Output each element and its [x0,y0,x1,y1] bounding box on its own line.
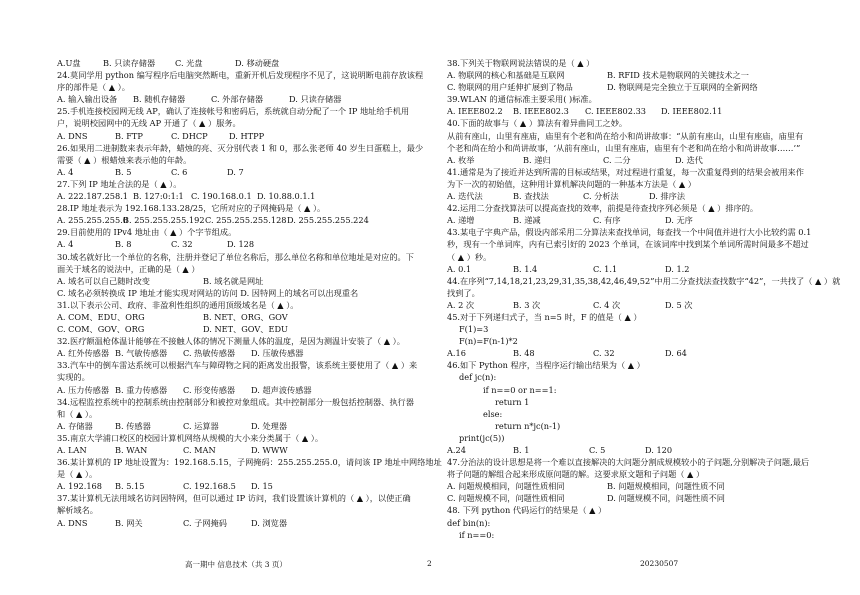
answer-option: B. 网关 [115,517,143,528]
text-line: 实现的。 [57,372,90,383]
answer-option: D. 问题规模不同，问题性质不同 [607,493,725,504]
answer-option: A. 红外传感器 [57,348,110,359]
answer-option: C. 1.1 [593,263,618,274]
text-line: 44.在序列“7,14,18,21,23,29,31,35,38,42,46,49,52”中用二分查找法查找数字“42”，一共找了（ ▲ ）就 [447,275,841,286]
answer-options-row [447,214,827,226]
answer-option: A. 递增 [447,215,475,226]
footer-page-number: 2 [427,559,432,568]
answer-options-row [57,323,437,335]
text-line: 43.某电子字典产品，假设内部采用二分算法来查找单词，每查找一个中间值并进行大小比较约需 0.1 [447,227,812,238]
answer-option: D. 处理器 [251,420,288,431]
answer-option: D. 15 [251,481,273,492]
answer-option: C. 物联网的用户延伸扩展到了物品 [447,82,573,93]
answer-option: C. 形变传感器 [183,384,236,395]
answer-option: D. 1.2 [665,263,690,274]
text-line: 28.IP 地址表示为 192.168.133.28/25，它所对应的子网掩码是（ ▲ ）。 [57,203,326,214]
answer-options-row [447,444,827,456]
answer-option: A. IEEE802.2 [447,106,503,117]
text-line: 30.域名就好比一个单位的名称，注册并登记了单位名称后，那么单位名称和单位地址是对应的。下 [57,251,414,262]
answer-options-row [447,105,827,117]
answer-options-row [447,81,827,93]
text-line: 25.手机连接校园网无线 AP，确认了连接帐号和密码后，系统就自动分配了一个 IP 地址给手机用 [57,106,410,117]
code-line: if n==0: [459,529,495,540]
answer-options-row [447,492,827,504]
text-line: 46.如下 Python 程序，当程序运行输出结果为（ ▲ ） [447,360,645,371]
answer-options-row [57,238,437,250]
code-line: if n==0 or n==1: [483,384,557,395]
answer-option: A. 192.168 [57,481,102,492]
answer-option: C. COM、GOV、ORG [57,324,145,335]
answer-option: C. IEEE802.33 [585,106,646,117]
text-line: 为下一次的初始值，这种用计算机解决问题的一种基本方法是（ ▲ ） [447,178,696,189]
text-line: 24.莫同学用 python 编写程序后电脑突然断电，重新开机后发现程序不见了，这说明断电前存放该程 [57,70,424,81]
text-line: 33.汽车中的倒车雷达系统可以根据汽车与障碍物之间的距离发出报警，该系统主要使用了（ ▲ ）来 [57,360,418,371]
answer-options-row [447,263,827,275]
answer-option: A. 压力传感器 [57,384,110,395]
text-line: 47.分治法的设计思想是将一个难以直接解决的大问题分割成规模较小的子问题,分别解决子问题,最后 [447,457,810,468]
answer-option: B. 查找法 [513,191,549,202]
answer-option: B. FTP [115,130,143,141]
answer-options-row [57,166,437,178]
answer-option: D. 64 [665,348,687,359]
code-line: F(n)=F(n-1)*2 [459,336,518,347]
text-line: 37.某计算机无法用域名访问因特网，但可以通过 IP 访问，我们设置该计算机的（ ▲ ），以使正确 [57,493,411,504]
answer-option: A. DNS [57,517,88,528]
text-line: 个老和尚在给小和尚讲故事，‘从前有座山，山里有座庙，庙里有个老和尚在给小和尚讲故事……’” [447,142,801,153]
answer-option: D. 超声波传感器 [251,384,312,395]
answer-options-row [57,444,437,456]
code-line: return n*jc(n-1) [495,420,561,431]
text-line: 38.下列关于物联网说法错误的是（ ▲ ） [447,58,595,68]
answer-option: D. 128 [227,239,255,250]
answer-option: B. 传感器 [115,420,151,431]
answer-option: A. 问题规模相同，问题性质相同 [447,481,565,492]
answer-option: A. 存储器 [57,420,93,431]
answer-option: B. 1 [513,445,530,455]
answer-option: C. 子网掩码 [183,517,227,528]
answer-option: C. 分析法 [583,191,619,202]
answer-option: B. 5.15 [115,481,145,492]
answer-option: C. 190.168.0.1 [191,191,252,202]
text-line: C. 域名必须转换成 IP 地址才能实现对网站的访问 D. 因特网上的域名可以出现重名 [57,287,359,298]
answer-option: B. 气敏传感器 [115,348,168,359]
text-line: （ ▲ ）秒。 [447,251,492,262]
answer-option: A. 输入输出设备 [57,94,118,105]
answer-option: C. 外部存储器 [211,94,264,105]
answer-option: C. 5 [589,445,606,455]
text-line: 48. 下列 python 代码运行的结果是（ ▲ ） [447,505,607,516]
answer-option: B. 8 [115,239,132,250]
answer-option: B. 递减 [513,215,541,226]
text-line: 26.如果用二进制数来表示年龄，蜡烛的亮、灭分别代表 1 和 0，那么张老师 40 岁生日蛋糕上，最少 [57,142,424,153]
answer-option: D. 移动硬盘 [235,58,280,68]
answer-option: D. 压敏传感器 [251,348,304,359]
text-line: 29.目前使用的 IPv4 地址由（ ▲ ）个字节组成。 [57,227,237,238]
answer-options-row [57,420,437,432]
answer-option: B. IEEE802.3 [513,106,569,117]
answer-option: D. HTPP [229,130,265,141]
answer-option: B. 问题规模相同，问题性质不同 [607,481,725,492]
footer-date-code: 20230507 [640,559,679,568]
answer-option: A. DNS [57,130,88,141]
answer-option: B. NET、ORG、GOV [203,311,288,322]
answer-option: C. 有序 [593,215,621,226]
code-line: def jc(n): [459,372,497,383]
answer-option: B. 255.255.255.192 [123,215,205,226]
answer-option: B. 递归 [523,154,551,165]
footer-exam-title: 高一期中 信息技术（共 3 页） [185,560,287,569]
answer-option: D. 迭代 [675,154,703,165]
text-line: 户，说明校园网中的无线 AP 开通了（ ▲ ）服务。 [57,118,241,129]
answer-option: A. 4 [57,166,74,177]
answer-option: A.U盘 [57,58,81,68]
answer-options-row [57,214,437,226]
answer-option: A. 0.1 [447,263,472,274]
text-line: 34.远程监控系统中的控制系统由控制部分和被控对象组成。其中控制部分一般包括控制器、执行器 [57,396,414,407]
answer-option: D. 255.255.255.224 [287,215,369,226]
answer-option: B. 3 次 [513,299,541,310]
answer-option: B. 5 [115,166,132,177]
answer-options-row [57,130,437,142]
answer-options-row [57,190,437,202]
text-line: 35.南京大学浦口校区的校园计算机网络从规模的大小来分类属于（ ▲ ）。 [57,432,324,443]
answer-option: C. 热敏传感器 [183,348,236,359]
code-line: F(1)=3 [459,324,489,335]
text-line: 和（ ▲ ）。 [57,408,98,419]
text-line: 27.下列 IP 地址合法的是（ ▲ ）。 [57,178,182,189]
answer-option: D. 7 [227,166,244,177]
text-line: 将子问题的解组合起来形成原问题的解。这要求原文题和子问题（ ▲ ） [447,469,705,480]
answer-option: D. 120 [645,445,673,455]
right-column [447,57,841,541]
answer-option: B. 只读存储器 [103,58,156,68]
text-line: 解析域名。 [57,505,98,516]
answer-option: A.16 [447,348,466,359]
answer-option: C. 运算器 [183,420,219,431]
answer-options-row [447,480,827,492]
answer-options-row [447,69,827,81]
answer-option: C. 32 [171,239,193,250]
answer-option: A.24 [447,445,466,455]
answer-options-row [447,190,827,202]
answer-option: D. 只读存储器 [289,94,342,105]
answer-options-row [57,93,437,105]
answer-option: C. 二分 [603,154,631,165]
text-line: 40.下面的故事与（ ▲ ）算法有着异曲同工之妙。 [447,118,628,129]
text-line: 是（ ▲ ）。 [57,469,98,480]
text-line: 从前有座山，山里有座庙，庙里有个老和尚在给小和尚讲故事：“从前有座山，山里有座庙，庙里有 [447,130,804,141]
text-line: 42.运用二分查找算法可以提高查找的效率，前提是待查找序列必须是（ ▲ ）排序的。 [447,203,759,214]
answer-option: D. 无序 [665,215,693,226]
answer-option: C. 光盘 [175,58,203,68]
answer-option: A. 2 次 [447,299,475,310]
text-line: 39.WLAN 的通信标准主要采用( )标准。 [447,94,597,105]
answer-option: C. 255.255.255.128 [205,215,287,226]
answer-option: B. 随机存储器 [133,94,186,105]
answer-options-row [57,275,437,287]
answer-option: B. 重力传感器 [115,384,168,395]
answer-option: C. 32 [593,348,615,359]
text-line: 32.医疗额温枪体温计能够在不接触人体的情况下测量人体的温度，是因为测温计安装了（ ▲ ）。 [57,336,405,347]
answer-options-row [57,57,437,69]
answer-options-row [57,517,437,529]
answer-option: A. 物联网的核心和基础是互联网 [447,70,565,81]
text-line: 面关于域名的说法中，正确的是（ ▲ ） [57,263,200,274]
text-line: 找到了。 [447,287,480,298]
left-column [57,57,442,529]
answer-option: A. 迭代法 [447,191,483,202]
text-line: 秒，现有一个单词库，内有已索引好的 2023 个单词，在该词库中找到某个单词所需时间最多不超过 [447,239,809,250]
text-line: def bin(n): [447,517,491,528]
answer-option: D. 10.88.0.1.1 [257,191,316,202]
answer-option: A. 255.255.255.0 [57,215,129,226]
answer-option: D. NET、GOV、EDU [203,324,288,335]
answer-option: D. WWW [251,445,288,455]
answer-options-row [57,311,437,323]
answer-option: B. 域名就是网址 [203,275,264,286]
answer-options-row [447,299,827,311]
answer-options-row [447,154,827,166]
answer-option: D. 物联网是完全独立于互联网的全新网络 [607,82,758,93]
answer-options-row [57,347,437,359]
text-line: 需要（ ▲ ）根蜡烛来表示他的年龄。 [57,154,192,165]
answer-option: D. IEEE802.11 [661,106,723,117]
answer-option: B. 1.4 [513,263,538,274]
answer-option: B. RFID 技术是物联网的关键技术之一 [607,70,749,81]
answer-options-row [57,384,437,396]
answer-option: A. 域名可以自己随时改变 [57,275,150,286]
answer-option: D. 排序法 [649,191,686,202]
answer-option: A. 222.187.258.1 [57,191,129,202]
text-line: 36.某计算机的 IP 地址设置为：192.168.5.15，子网掩码：255.255.255.0，请问该 IP 地址中网络地址 [57,457,442,468]
answer-option: B. WAN [115,445,148,455]
answer-option: A. 4 [57,239,74,250]
text-line: 序的部件是（ ▲ ）。 [57,82,130,93]
answer-option: B. 127:0:1:1 [133,191,184,202]
code-line: return 1 [495,396,530,407]
answer-option: C. 4 次 [593,299,621,310]
answer-option: A. LAN [57,445,87,455]
answer-options-row [447,347,827,359]
answer-option: C. 192.168.5 [183,481,236,492]
text-line: 31.以下表示公司、政府、非盈利性组织的通用顶级域名是（ ▲ ）。 [57,299,299,310]
answer-option: A. COM、EDU、ORG [57,311,145,322]
answer-option: B. 48 [513,348,535,359]
answer-option: C. 问题规模不同，问题性质相同 [447,493,565,504]
text-line: 41.通常是为了接近并达到所需的目标或结果，对过程进行重复，每一次重复得到的结果会被用来作 [447,166,804,177]
code-line: else: [483,408,503,419]
answer-option: C. 6 [171,166,188,177]
answer-options-row [57,480,437,492]
text-line: 45.对于下列递归式子，当 n=5 时，F 的值是（ ▲ ） [447,311,642,322]
code-line: print(jc(5)) [459,432,505,443]
answer-option: D. 5 次 [665,299,693,310]
answer-option: D. 浏览器 [251,517,288,528]
answer-option: A. 枚举 [447,154,475,165]
answer-option: C. DHCP [171,130,208,141]
answer-option: C. MAN [183,445,216,455]
